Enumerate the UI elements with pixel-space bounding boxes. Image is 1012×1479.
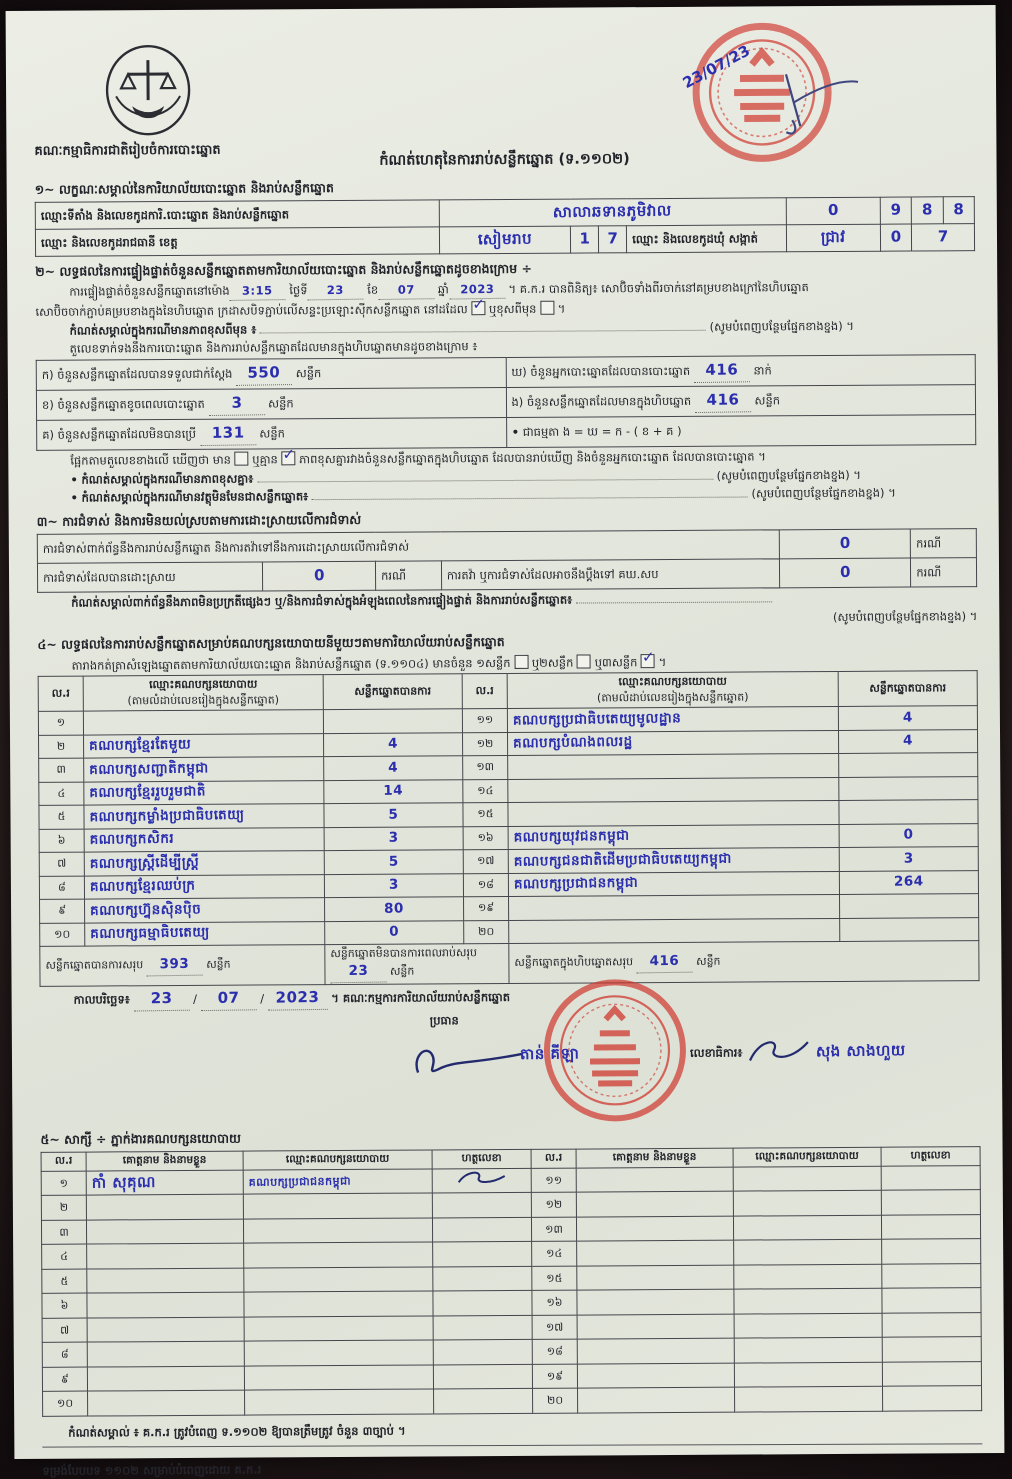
witness-signature-cell[interactable] — [882, 1362, 981, 1387]
witness-party-handwritten[interactable] — [244, 1242, 433, 1268]
witness-name-handwritten[interactable] — [87, 1268, 244, 1293]
party-name-handwritten[interactable]: គណបក្សស្រ្តីដើម្បីស្រ្តី — [84, 851, 324, 876]
party-votes-handwritten[interactable] — [839, 800, 978, 824]
figure-row-g: គ) ចំនួនសន្លឹកឆ្នោតដែលមិនបានប្រើ 131 សន្លឹក — [37, 417, 507, 450]
party-name-handwritten[interactable]: គណបក្សជនជាតិដើមប្រជាធិបតេយ្យកម្ពុជា — [508, 848, 839, 874]
witness-party-handwritten[interactable] — [733, 1166, 881, 1192]
secretary-label: លេខាធិការ៖ — [689, 1045, 743, 1061]
check-mark: ✓ — [472, 295, 485, 314]
spoiled-ballots-handwritten[interactable]: 3 — [208, 392, 264, 416]
witness-name-handwritten[interactable] — [87, 1293, 244, 1318]
witness-party-handwritten[interactable] — [243, 1218, 432, 1244]
province-commune-row — [35, 224, 974, 257]
form-header — [34, 19, 975, 175]
witness-signature-cell[interactable] — [433, 1340, 532, 1365]
witness-signature-cell[interactable] — [882, 1313, 981, 1338]
witness-name-handwritten[interactable]: កាំ សុគុណ — [86, 1170, 243, 1196]
witness-signature-cell[interactable] — [432, 1168, 531, 1193]
party-no: ១២ — [462, 732, 507, 756]
party-no: ១៩ — [463, 897, 508, 921]
red-stamp-top — [674, 14, 865, 170]
party-votes-handwritten[interactable]: 4 — [324, 756, 463, 780]
witness-name-handwritten[interactable] — [577, 1314, 734, 1339]
figure-row-kh: ខ) ចំនួនសន្លឹកឆ្នោតខូចពេលបោះឆ្នោត 3 សន្លឹក — [36, 387, 506, 420]
station-name-handwritten: សាលាឆទានភូមិវាល — [553, 201, 673, 222]
witness-no: ១៩ — [532, 1364, 577, 1389]
party-votes-handwritten[interactable]: 3 — [839, 847, 978, 871]
witness-name-handwritten[interactable] — [577, 1241, 734, 1266]
verify-day-handwritten[interactable]: 23 — [307, 282, 363, 301]
witness-party-handwritten[interactable] — [245, 1389, 434, 1415]
party-name-handwritten[interactable] — [509, 918, 840, 944]
party-no: ២ — [39, 735, 84, 759]
party-name-handwritten[interactable]: គណបក្សបំណងពលរដ្ឋ — [507, 730, 838, 756]
witness-party-handwritten[interactable] — [244, 1365, 433, 1391]
witness-signature-cell[interactable] — [433, 1315, 532, 1340]
party-votes-handwritten[interactable]: 5 — [324, 803, 463, 827]
party-no: ៦ — [39, 829, 84, 853]
party-no: ៥ — [39, 805, 84, 829]
party-no: ១៦ — [463, 826, 508, 850]
chairman-signature — [410, 1038, 530, 1084]
section2-title: ២~ លទ្ធផលនៃការផ្ទៀងផ្ទាត់ចំនួនសន្លឹកឆ្នោតតាមការិយាល័យបោះឆ្នោត និងរាប់សន្លឹកឆ្នោតដូចខាងក្រោម ÷ — [35, 260, 532, 279]
secretary-name-handwritten: សុង សាងហួយ — [815, 1041, 906, 1061]
voters-voted-handwritten[interactable]: 416 — [694, 359, 750, 383]
figure-formula: • ជាធម្មតា ង = ឃ = ក - ( ខ + គ ) — [506, 415, 976, 448]
witness-name-handwritten[interactable] — [86, 1219, 243, 1244]
witness-no: ១៧ — [532, 1315, 577, 1340]
witness-signature-cell[interactable] — [433, 1291, 532, 1316]
party-votes-handwritten[interactable] — [839, 753, 978, 777]
witness-signature-cell[interactable] — [881, 1215, 980, 1240]
verify-time-handwritten[interactable]: 3:15 — [230, 282, 286, 301]
party-name-handwritten[interactable]: គណបក្សខ្មែររួបរួមជាតិ — [84, 780, 324, 805]
witness-name-handwritten[interactable] — [576, 1167, 733, 1193]
witness-signature-cell[interactable] — [433, 1364, 532, 1389]
witness-signature-cell[interactable] — [882, 1239, 981, 1264]
party-votes-handwritten[interactable] — [839, 776, 978, 800]
station-label: ឈ្មោះទីតាំង និងលេខកូដការិ.បោះឆ្នោត និងរាប់សន្លឹកឆ្នោត — [35, 200, 439, 229]
witness-party-handwritten[interactable] — [734, 1264, 882, 1289]
witness-signature-cell[interactable] — [433, 1242, 532, 1267]
witness-party-handwritten[interactable] — [244, 1291, 433, 1317]
party-name-handwritten[interactable] — [508, 754, 839, 780]
party-name-handwritten[interactable] — [508, 777, 839, 803]
witness-party-handwritten[interactable] — [733, 1215, 881, 1240]
party-name-handwritten[interactable]: គណបក្សធម្មាធិបតេយ្យ — [85, 921, 325, 946]
case-unit: ករណី — [911, 529, 977, 558]
chairman-label: ប្រធាន — [429, 1013, 459, 1028]
chairman-name-handwritten: តាន់ គីឡា — [519, 1044, 580, 1064]
witness-party-handwritten[interactable] — [734, 1338, 882, 1363]
party-name-handwritten[interactable]: គណបក្សប្រជាធិបតេយ្យមូលដ្ឋាន — [507, 707, 838, 733]
objection-total-handwritten[interactable]: 0 — [839, 534, 851, 553]
witness-name-handwritten[interactable] — [87, 1366, 244, 1391]
nec-logo-icon — [102, 44, 195, 141]
station-code-digit[interactable]: 0 — [786, 197, 880, 225]
witness-signature-cell[interactable] — [434, 1389, 533, 1414]
irregularity-note-suffix: (សូមបំពេញបន្ថែមផ្នែកខាងខ្នង) ។ — [832, 608, 978, 624]
witness-name-handwritten[interactable] — [87, 1317, 244, 1342]
party-no: ១៤ — [463, 779, 508, 803]
scanned-form-page — [6, 5, 1005, 1478]
party-no: ៣ — [39, 758, 84, 782]
org-name: គណៈកម្មាធិការជាតិរៀបចំការបោះឆ្នោត — [34, 142, 221, 159]
witness-signature-cell[interactable] — [882, 1337, 981, 1362]
section1-table — [35, 196, 975, 257]
unused-ballots-handwritten[interactable]: 131 — [200, 422, 256, 446]
witness-no: ១ — [41, 1171, 86, 1196]
checkbox-one-sheet[interactable] — [514, 654, 528, 668]
objection-resolved-handwritten[interactable]: 0 — [313, 566, 325, 585]
witness-party-handwritten[interactable] — [734, 1289, 882, 1314]
verify-year-handwritten[interactable]: 2023 — [449, 281, 505, 300]
party-no: ៧ — [39, 852, 84, 876]
secretary-line — [690, 1036, 906, 1067]
irregularity-blank[interactable] — [576, 601, 772, 603]
party-votes-handwritten[interactable] — [839, 894, 978, 918]
witness-signature-cell[interactable] — [432, 1193, 531, 1218]
signature-block — [40, 1007, 981, 1125]
witness-party-handwritten[interactable] — [243, 1193, 432, 1219]
ballot-figures-table — [36, 354, 977, 451]
party-no: ១១ — [462, 709, 507, 733]
witness-party-handwritten[interactable] — [244, 1316, 433, 1342]
checkbox-seal-same[interactable] — [471, 295, 485, 315]
province-code-digit[interactable]: 7 — [599, 226, 627, 253]
checkbox-three-sheets[interactable] — [641, 647, 655, 668]
commune-code-digit[interactable]: 0 — [880, 224, 912, 251]
province-code-digit[interactable]: 1 — [571, 226, 599, 253]
witness-no: ៦ — [42, 1294, 87, 1319]
foreign-object-blank[interactable] — [312, 497, 748, 501]
party-no: ១ — [38, 711, 83, 735]
invalid-total-handwritten[interactable]: 23 — [330, 962, 386, 983]
party-no: ១៨ — [463, 873, 508, 897]
seal-note-blank[interactable] — [260, 329, 706, 333]
witness-no: ១៨ — [532, 1340, 577, 1365]
objection-resolved-label: ការជំទាស់ដែលបានដោះស្រាយ — [37, 562, 263, 592]
commune-label: ឈ្មោះ និងលេខកូដឃុំ សង្កាត់ — [627, 225, 787, 253]
difference-check-line: ផ្អែកតាមតួលេខខាងលើ ឃើញថា មាន ឬគ្មាន ✓ ភាពខុសគ្នារវាងចំនួនសន្លឹកឆ្នោតក្នុងហិបឆ្នោត ដែលបានរាប់ឃើញ និងចំនួនអ្នកបោះឆ្នោត ដែលបានបោះឆ្នោត ។ — [70, 445, 766, 468]
witness-party-handwritten[interactable] — [244, 1267, 433, 1293]
party-no: ១៥ — [463, 803, 508, 827]
bottom-note: កំណត់សម្គាល់ ៖ គ.ក.រ ត្រូវបំពេញ ទ.១១០២ ឱ្យបានត្រឹមត្រូវ ចំនួន ៣ច្បាប់ ។ — [68, 1423, 406, 1440]
checkbox-seal-different[interactable] — [540, 301, 554, 315]
date-month-handwritten[interactable]: 07 — [200, 987, 256, 1011]
party-votes-handwritten[interactable]: 80 — [324, 897, 463, 921]
witness-signature-cell[interactable] — [883, 1386, 982, 1411]
station-code-digit[interactable]: 8 — [943, 197, 975, 224]
witness-no: ១០ — [43, 1392, 88, 1417]
verify-month-handwritten[interactable]: 07 — [378, 281, 434, 300]
objection-total-label: ការជំទាស់ពាក់ព័ន្ធនឹងការរាប់សន្លឹកឆ្នោត និងការតវ៉ាទៅនឹងការដោះស្រាយលើការជំទាស់ — [37, 530, 779, 564]
witness-name-handwritten[interactable] — [577, 1363, 734, 1388]
party-votes-handwritten[interactable]: 3 — [324, 873, 463, 897]
difference-note-blank[interactable] — [257, 478, 713, 482]
party-votes-handwritten[interactable]: 14 — [324, 779, 463, 803]
objection-appeal-handwritten[interactable]: 0 — [839, 563, 851, 582]
witness-row — [43, 1386, 982, 1416]
witness-party-handwritten[interactable]: គណបក្សប្រជាជនកម្ពុជា — [243, 1169, 432, 1195]
section3-title: ៣~ ការជំទាស់ និងការមិនយល់ស្របតាមការដោះស្រាយលើការជំទាស់ — [36, 511, 362, 529]
party-votes-handwritten[interactable]: 5 — [324, 850, 463, 874]
party-votes-handwritten[interactable]: 4 — [838, 706, 977, 730]
party-name-handwritten[interactable]: គណបក្សខ្មែរតែមួយ — [84, 733, 324, 758]
date-year-handwritten[interactable]: 2023 — [268, 986, 328, 1010]
province-label: ឈ្មោះ និងលេខកូដរាជធានី ខេត្ត — [35, 227, 439, 256]
witness-name-handwritten[interactable] — [577, 1290, 734, 1315]
party-name-handwritten[interactable] — [83, 710, 323, 735]
form-code-footer: ទម្រង់បែបបទ ១១០២ សម្រាប់បំពេញដោយ គ.ក.រ — [42, 1462, 262, 1478]
checkbox-two-sheets[interactable] — [577, 654, 591, 668]
witness-signature-cell[interactable] — [881, 1190, 980, 1215]
check-mark: ✓ — [641, 647, 655, 666]
scan-line — [42, 1443, 982, 1447]
witness-no: ១៤ — [532, 1242, 577, 1267]
commune-name-handwritten: ជ្រាវ — [820, 228, 846, 247]
party-no: ៨ — [39, 876, 84, 900]
party-results-table — [38, 670, 980, 986]
party-name-handwritten[interactable]: គណបក្សកម្លាំងប្រជាធិបតេយ្យ — [84, 804, 324, 829]
party-table-header: ល.រ ឈ្មោះគណបក្សនយោបាយ (តាមលំដាប់លេខរៀងក្នុងសន្លឹកឆ្នោត) សន្លឹកឆ្នោតបានការ ល.រ ឈ្មោះគណបក្សនយោបាយ (តាមលំដាប់លេខរៀងក្នុងសន្លឹកឆ្នោត) សន្លឹកឆ្នោតបានការ — [38, 671, 977, 712]
witness-no: ៨ — [42, 1343, 87, 1368]
seal-note-line: កំណត់សម្គាល់ក្នុងករណីមានភាពខុសពីមុន ៖ (សូមបំពេញបន្ថែមផ្នែកខាងខ្នង) ។ — [69, 318, 854, 338]
checkbox-no-difference[interactable] — [281, 445, 296, 465]
foreign-object-note-line: • កំណត់សម្គាល់ក្នុងករណីមានវត្ថុមិនមែនជាសន្លឹកឆ្នោត៖ (សូមបំពេញបន្ថែមផ្នែកខាងខ្នង) ។ — [70, 485, 896, 505]
party-name-handwritten[interactable]: គណបក្សយុវជនកម្ពុជា — [508, 824, 839, 850]
witness-name-handwritten[interactable] — [87, 1342, 244, 1367]
party-votes-handwritten[interactable]: 0 — [325, 920, 464, 944]
valid-total-handwritten[interactable]: 393 — [147, 955, 203, 976]
witness-table-body — [41, 1165, 981, 1416]
date-day-handwritten[interactable]: 23 — [133, 987, 189, 1011]
figure-row-k: ក) ចំនួនសន្លឹកឆ្នោតដែលបានទទួលជាក់ស្តែង 550 សន្លឹក — [36, 357, 506, 390]
witness-name-handwritten[interactable] — [576, 1216, 733, 1241]
witness-no: ៩ — [42, 1367, 87, 1392]
party-name-handwritten[interactable] — [508, 801, 839, 827]
ballots-in-box-handwritten[interactable]: 416 — [695, 389, 751, 413]
party-name-handwritten[interactable]: គណបក្សហ្វ៊ុនស៊ិនប៉ិច — [85, 898, 325, 923]
witness-party-handwritten[interactable] — [735, 1387, 883, 1412]
witness-name-handwritten[interactable] — [87, 1244, 244, 1269]
witness-signature-cell[interactable] — [882, 1264, 981, 1289]
party-no: ៤ — [39, 782, 84, 806]
secretary-signature — [746, 1036, 812, 1066]
section1-title: ១~ លក្ខណៈសម្គាល់នៃការិយាល័យបោះឆ្នោត និងរាប់សន្លឹកឆ្នោត — [34, 180, 334, 197]
case-unit: ករណី — [375, 561, 441, 590]
witness-party-handwritten[interactable] — [244, 1340, 433, 1366]
witness-name-handwritten[interactable] — [578, 1388, 735, 1413]
witness-name-handwritten[interactable] — [86, 1195, 243, 1220]
province-name-handwritten: សៀមរាប — [477, 229, 533, 249]
witness-no: ៥ — [42, 1269, 87, 1294]
witness-no: ២ — [41, 1196, 86, 1221]
witness-no: ១៣ — [531, 1217, 576, 1242]
witness-table — [41, 1147, 983, 1417]
party-votes-handwritten[interactable]: 3 — [324, 826, 463, 850]
witness-no: ១១ — [531, 1168, 576, 1193]
party-name-handwritten[interactable]: គណបក្សប្រជាជនកម្ពុជា — [508, 871, 839, 897]
seal-status-line: សោប៊ិចចាក់ភ្ជាប់គម្របខាងក្នុងនៃហិបឆ្នោត ក្រដាសបិទភ្ជាប់លើសន្ទះប្រឡោះស៊ីកសន្លឹកឆ្នោត នៅដដែល ✓ ឬខុសពីមុន ។ — [35, 295, 566, 319]
witness-signature-cell[interactable] — [433, 1266, 532, 1291]
received-ballots-handwritten[interactable]: 550 — [236, 362, 292, 386]
station-code-digit[interactable]: 8 — [911, 197, 943, 224]
witness-name-handwritten[interactable] — [577, 1339, 734, 1364]
party-name-handwritten[interactable] — [508, 895, 839, 921]
tally-sheets-line: តារាងកត់ត្រាសំឡេងឆ្នោតតាមការិយាល័យបោះឆ្នោត និងរាប់សន្លឹកឆ្នោត (ទ.១១០៤) មានចំនួន ១សន្លឹក ឬ២សន្លឹក ឬ៣សន្លឹក ✓ ។ — [71, 647, 667, 673]
party-votes-handwritten[interactable] — [840, 917, 979, 941]
witness-no: ៤ — [42, 1245, 87, 1270]
check-mark: ✓ — [282, 445, 296, 464]
form-title: កំណត់ហេតុនៃការរាប់សន្លឹកឆ្នោត (ទ.១១០២) — [379, 151, 630, 169]
witness-no: ១២ — [531, 1193, 576, 1218]
party-no: ១០ — [40, 923, 85, 947]
difference-note-line: • កំណត់សម្គាល់ក្នុងករណីមានភាពខុសគ្នា៖ (សូមបំពេញបន្ថែមផ្នែកខាងខ្នង) ។ — [70, 467, 861, 487]
irregularity-note-line: កំណត់សម្គាល់ពាក់ព័ន្ធនឹងភាពមិនប្រក្រតីផ្សេងៗ ឬ/និងការជំទាស់ក្នុងអំឡុងពេលនៃការផ្ទៀងផ្ទាត់ និងការរាប់សន្លឹកឆ្នោត៖ — [37, 589, 977, 611]
date-line: កាលបរិច្ឆេទ៖ 23 / 07 / 2023 ។ គណៈកម្មការការិយាល័យរាប់សន្លឹកឆ្នោត — [40, 983, 980, 1011]
checkbox-has-difference[interactable] — [235, 451, 249, 465]
party-votes-handwritten[interactable]: 264 — [839, 870, 978, 894]
valid-total-cell: សន្លឹកឆ្នោតបានការសរុប 393 សន្លឹក — [40, 945, 325, 986]
witness-no: ៧ — [42, 1318, 87, 1343]
party-name-handwritten[interactable]: គណបក្សកសិករ — [84, 827, 324, 852]
invalid-total-cell: សន្លឹកឆ្នោតមិនបានការពេលរាប់សរុប 23 សន្លឹក — [325, 944, 509, 985]
party-no: ១៣ — [463, 756, 508, 780]
witness-no: ១៦ — [532, 1291, 577, 1316]
party-no: ១៧ — [463, 850, 508, 874]
witness-no: ២០ — [533, 1389, 578, 1414]
section5-title: ៥~ សាក្សី ÷ ភ្នាក់ងារគណបក្សនយោបាយ — [40, 1130, 241, 1148]
witness-signature-cell[interactable] — [881, 1165, 980, 1190]
figures-intro-line: តួលេខទាក់ទងនឹងការបោះឆ្នោត និងការរាប់សន្លឹកឆ្នោតដែលមានក្នុងហិបឆ្នោតមានដូចខាងក្រោម ៖ — [69, 339, 478, 356]
witness-signature-cell[interactable] — [882, 1288, 981, 1313]
party-name-handwritten[interactable]: គណបក្សសញ្ជាតិកម្ពុជា — [84, 757, 324, 782]
inbox-total-handwritten[interactable]: 416 — [636, 952, 692, 973]
party-votes-handwritten[interactable]: 4 — [838, 729, 977, 753]
station-code-digit[interactable]: 9 — [880, 197, 912, 224]
witness-party-handwritten[interactable] — [733, 1191, 881, 1216]
witness-signature-cell[interactable] — [432, 1217, 531, 1242]
witness-table-header: ល.រ គោត្តនាម និងនាមខ្លួន ឈ្មោះគណបក្សនយោបាយ ហត្ថលេខា ល.រ គោត្តនាម និងនាមខ្លួន ឈ្មោះគណបក្សនយោបាយ ហត្ថលេខា — [41, 1147, 980, 1171]
stamp-date-handwriting: 23/07/23 — [679, 41, 753, 93]
party-votes-handwritten[interactable]: 0 — [839, 823, 978, 847]
figure-row-gh: ឃ) ចំនួនអ្នកបោះឆ្នោតដែលបានបោះឆ្នោត 416 នាក់ — [506, 355, 976, 388]
witness-name-handwritten[interactable] — [88, 1391, 245, 1416]
party-votes-handwritten[interactable] — [323, 709, 462, 733]
witness-no: ៣ — [41, 1220, 86, 1245]
figure-row-ng: ង) ចំនួនសន្លឹកឆ្នោតដែលមានក្នុងហិបឆ្នោត 416 សន្លឹក — [506, 385, 976, 418]
party-votes-handwritten[interactable]: 4 — [323, 732, 462, 756]
objections-table — [37, 528, 977, 593]
section4-title: ៤~ លទ្ធផលនៃការរាប់សន្លឹកឆ្នោតសម្រាប់គណបក្សនយោបាយនីមួយៗតាមការិយាល័យរាប់សន្លឹកឆ្នោត — [37, 634, 505, 653]
witness-party-handwritten[interactable] — [734, 1240, 882, 1265]
inbox-total-cell: សន្លឹកឆ្នោតក្នុងហិបឆ្នោតសរុប 416 សន្លឹក — [509, 941, 979, 983]
witness-no: ១៥ — [532, 1266, 577, 1291]
party-no: ៩ — [40, 899, 85, 923]
party-name-handwritten[interactable]: គណបក្សខ្មែរឈប់ក្រ — [84, 874, 324, 899]
totals-row — [40, 941, 979, 986]
witness-name-handwritten[interactable] — [576, 1192, 733, 1217]
commune-code-digit[interactable]: 7 — [912, 224, 975, 251]
witness-name-handwritten[interactable] — [577, 1265, 734, 1290]
case-unit: ករណី — [911, 558, 977, 587]
objection-appeal-label: ការតវ៉ា ឬការជំទាស់ដែលអាចនឹងប្តឹងទៅ គឃ.សប — [441, 559, 779, 590]
party-table-body — [38, 706, 978, 947]
verify-time-line: ការផ្ទៀងផ្ទាត់ចំនួនសន្លឹកឆ្នោតនៅម៉ោង 3:15 ថ្ងៃទី 23 ខែ 07 ឆ្នាំ 2023 ។ គ.ក.រ បានពិនិត្យ៖ សោប៊ិចទាំងពីរចាក់នៅគម្របខាងក្រៅនៃហិបឆ្នោត — [69, 280, 809, 299]
witness-party-handwritten[interactable] — [734, 1313, 882, 1338]
witness-party-handwritten[interactable] — [734, 1362, 882, 1387]
party-no: ២០ — [464, 920, 509, 944]
